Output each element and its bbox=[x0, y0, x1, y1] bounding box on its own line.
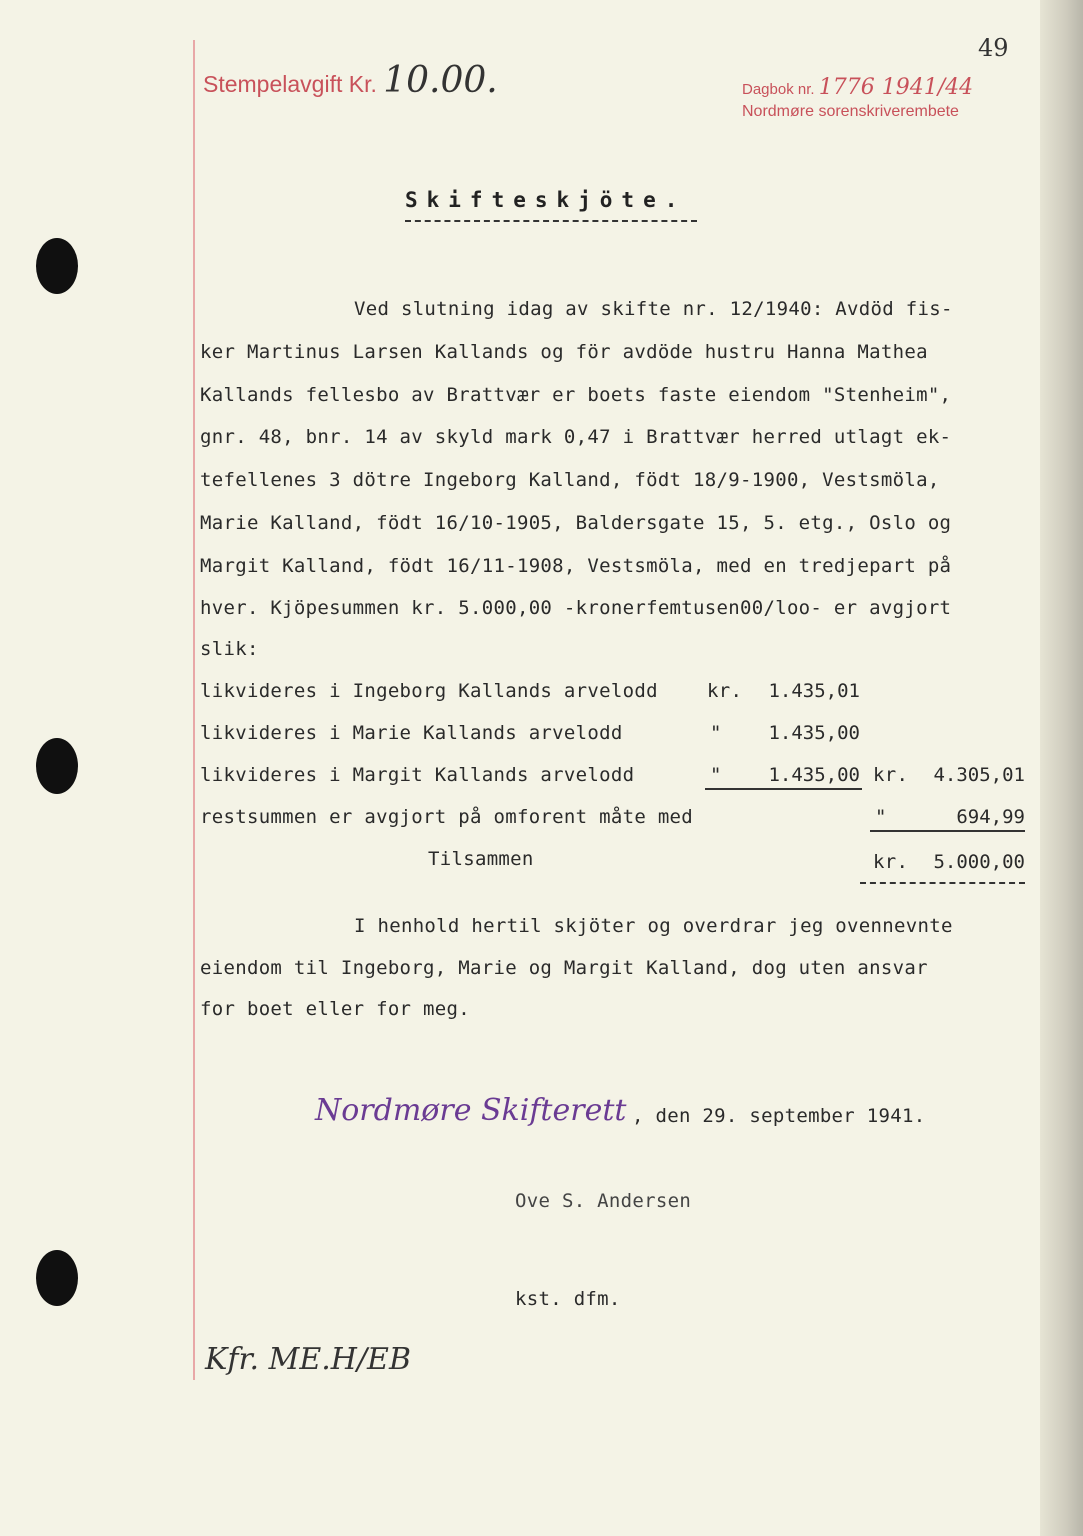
paragraph-line: tefellenes 3 dötre Ingeborg Kalland, födt 18/9-1900, Vestsmöla, bbox=[200, 469, 940, 491]
settlement-prefix: " bbox=[710, 764, 722, 786]
margin-line bbox=[193, 40, 195, 1380]
date-line: , den 29. september 1941. bbox=[632, 1105, 926, 1127]
sum-label: Tilsammen bbox=[428, 848, 534, 870]
sum-value: 5.000,00 bbox=[933, 851, 1025, 873]
paragraph-line: Ved slutning idag av skifte nr. 12/1940: Avdöd fis- bbox=[354, 298, 953, 320]
court-name-stamp: Nordmøre Skifterett bbox=[315, 1093, 627, 1128]
settlement-text: likvideres i Margit Kallands arvelodd bbox=[200, 764, 635, 786]
paragraph-line: slik: bbox=[200, 638, 259, 660]
settlement-amount: 1.435,01 bbox=[768, 680, 860, 702]
sum-double-rule bbox=[860, 882, 1025, 884]
settlement-total: 4.305,01 bbox=[933, 764, 1025, 786]
settlement-text: likvideres i Ingeborg Kallands arvelodd bbox=[200, 680, 658, 702]
signer-name: Ove S. Andersen bbox=[515, 1190, 692, 1212]
title-underline bbox=[405, 220, 697, 222]
closing-line: for boet eller for meg. bbox=[200, 998, 470, 1020]
settlement-amount: 1.435,00 bbox=[768, 722, 860, 744]
punch-hole-bottom bbox=[36, 1250, 78, 1306]
stamp-duty-value: 10.00. bbox=[383, 60, 498, 101]
paragraph-line: Marie Kalland, födt 16/10-1905, Baldersgate 15, 5. etg., Oslo og bbox=[200, 512, 952, 534]
paragraph-line: Kallands fellesbo av Brattvær er boets faste eiendom "Stenheim", bbox=[200, 384, 952, 406]
paragraph-line: gnr. 48, bnr. 14 av skyld mark 0,47 i Brattvær herred utlagt ek- bbox=[200, 426, 952, 448]
stamp-duty bbox=[203, 60, 498, 101]
dagbok-label: Dagbok nr. bbox=[742, 81, 815, 98]
handwritten-initials: Kfr. ME.H/EB bbox=[205, 1342, 412, 1377]
paragraph-line: Margit Kalland, födt 16/11-1908, Vestsmöla, med en tredjepart på bbox=[200, 555, 952, 577]
paragraph-line: ker Martinus Larsen Kallands og för avdöde hustru Hanna Mathea bbox=[200, 341, 928, 363]
settlement-total-prefix: " bbox=[875, 806, 887, 828]
settlement-text: restsummen er avgjort på omforent måte med bbox=[200, 806, 694, 828]
sum-prefix: kr. bbox=[873, 851, 909, 873]
page-edge bbox=[1040, 0, 1083, 1536]
settlement-amount: 1.435,00 bbox=[768, 764, 860, 786]
punch-hole-middle bbox=[36, 738, 78, 794]
signer-title: kst. dfm. bbox=[515, 1288, 621, 1310]
closing-line: I henhold hertil skjöter og overdrar jeg ovennevnte bbox=[354, 915, 953, 937]
document-title: Skifteskjöte. bbox=[405, 188, 687, 212]
settlement-prefix: " bbox=[710, 722, 722, 744]
subtotal-underline bbox=[705, 788, 862, 790]
page-number: 49 bbox=[978, 34, 1009, 62]
paragraph-line: hver. Kjöpesummen kr. 5.000,00 -kronerfemtusen00/loo- er avgjort bbox=[200, 597, 952, 619]
settlement-prefix: kr. bbox=[707, 680, 743, 702]
settlement-total: 694,99 bbox=[956, 806, 1025, 828]
stamp-duty-label: Stempelavgift Kr. bbox=[203, 71, 377, 97]
office-stamp: Nordmøre sorenskriverembete bbox=[742, 103, 959, 120]
remainder-underline bbox=[870, 830, 1025, 832]
settlement-text: likvideres i Marie Kallands arvelodd bbox=[200, 722, 623, 744]
closing-line: eiendom til Ingeborg, Marie og Margit Kalland, dog uten ansvar bbox=[200, 957, 928, 979]
settlement-total-prefix: kr. bbox=[873, 764, 909, 786]
dagbok-stamp bbox=[742, 75, 973, 100]
dagbok-value: 1776 1941/44 bbox=[818, 75, 974, 100]
punch-hole-top bbox=[36, 238, 78, 294]
